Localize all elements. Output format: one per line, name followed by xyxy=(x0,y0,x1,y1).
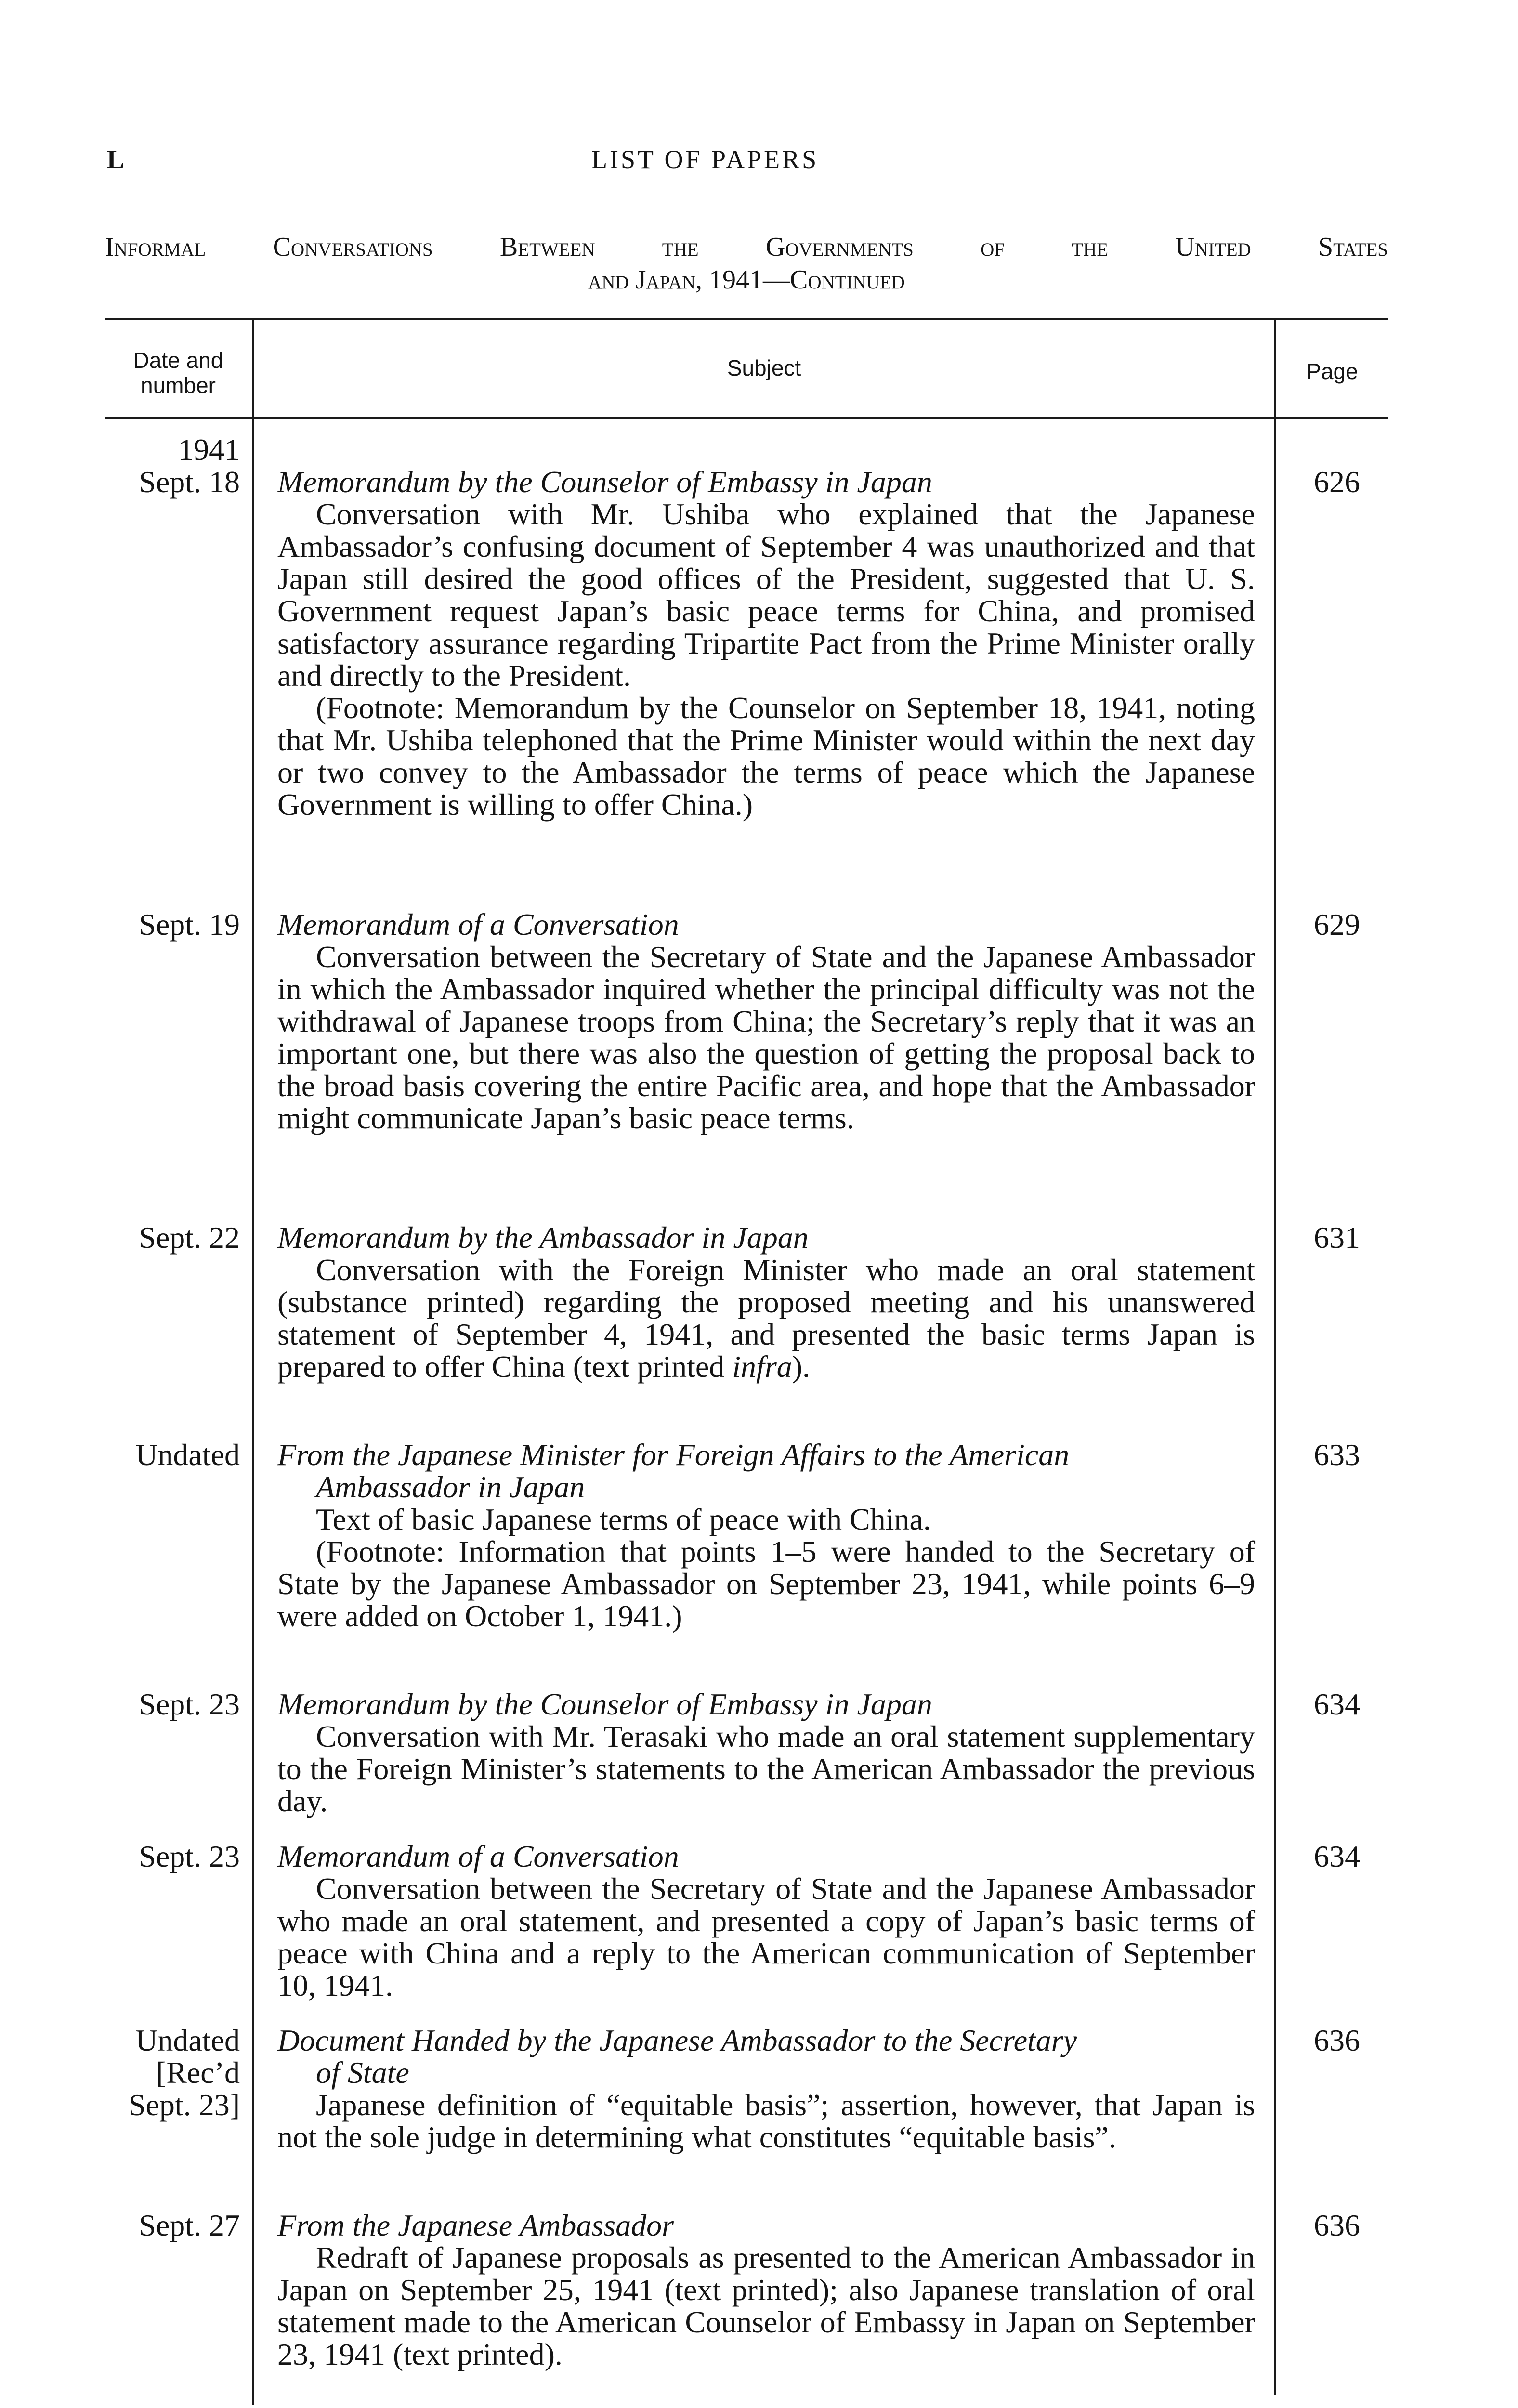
entry-title: Memorandum by the Ambassador in Japan xyxy=(277,1220,809,1255)
entry-page: 634 xyxy=(1314,1687,1360,1721)
entry-date: Sept. 23 xyxy=(139,1687,240,1721)
entry-body: Text of basic Japanese terms of peace with China. xyxy=(316,1502,931,1536)
entry-subject xyxy=(277,466,1255,821)
column-header-date: Date and number xyxy=(133,348,223,398)
entry-page: 633 xyxy=(1314,1438,1360,1472)
column-header-page: Page xyxy=(1306,359,1358,384)
entry-date: Sept. 19 xyxy=(139,907,240,942)
entry-date: Sept. 22 xyxy=(139,1220,240,1255)
entry-title: Memorandum by the Counselor of Embassy in Japan xyxy=(277,1687,932,1721)
entry-date: Sept. 23 xyxy=(139,1839,240,1873)
entry-body: Conversation with Mr. Ushiba who explained that the Japanese Ambassador’s confusing document of September 4 was unauthorized and that Japan still desired the good offices of the President, suggested that U. S. Government request Japan’s basic peace terms for China, and promised satisfactory assurance regarding Tripartite Pact from the Prime Minister orally and directly to the President. xyxy=(277,497,1255,693)
entry-subject xyxy=(277,908,1255,1134)
entry-title: Memorandum of a Conversation xyxy=(277,1839,679,1873)
section-title-line-2: and Japan, 1941—Continued xyxy=(588,265,905,295)
page-number: L xyxy=(107,145,126,174)
running-head: LIST OF PAPERS xyxy=(591,145,819,174)
section-title-line-1: Informal Conversations Between the Governments of the United States xyxy=(105,232,1388,262)
entry-page: 626 xyxy=(1314,465,1360,499)
entry-body: Conversation with the Foreign Minister who made an oral statement (substance printed) regarding the proposed meeting and his unanswered statement of September 4, 1941, and presented the basic terms Japan is prepared to offer China (text printed infra). xyxy=(277,1253,1255,1384)
entry-body: Japanese definition of “equitable basis”; assertion, however, that Japan is not the sole judge in determining what constitutes “equitable basis”. xyxy=(277,2088,1255,2154)
entry-title-text: From the Japanese Minister for Foreign Affairs to the American xyxy=(277,1438,1070,1472)
entry-subject xyxy=(277,1221,1255,1383)
entry-page: 631 xyxy=(1314,1220,1360,1255)
column-divider-right xyxy=(1274,320,1276,2395)
entry-title-continuation: of State xyxy=(316,2055,409,2090)
entry-subject xyxy=(277,2024,1255,2153)
entry-subject xyxy=(277,2209,1255,2370)
entry-title: Memorandum by the Counselor of Embassy in Japan xyxy=(277,465,932,499)
entry-subject xyxy=(277,1439,1255,1632)
entry-title-continuation: Ambassador in Japan xyxy=(316,1470,585,1504)
entry-page: 636 xyxy=(1314,2208,1360,2242)
entry-date: 1941 Sept. 18 xyxy=(139,432,240,499)
table-top-rule xyxy=(105,318,1388,320)
table-header-rule xyxy=(105,417,1388,419)
entry-page: 634 xyxy=(1314,1839,1360,1873)
entry-body: Conversation between the Secretary of State and the Japanese Ambassador in which the Ambassador inquired whether the principal difficulty was not the withdrawal of Japanese troops from China; the Secretary’s reply that it was an important one, but there was also the question of getting the proposal back to the broad basis covering the entire Pacific area, and hope that the Ambassador might communicate Japan’s basic peace terms. xyxy=(277,940,1255,1135)
entry-subject xyxy=(277,1688,1255,1817)
entry-title xyxy=(277,1439,1255,1503)
entry-subject xyxy=(277,1840,1255,2002)
column-divider-left xyxy=(252,320,254,2405)
entry-footnote: (Footnote: Memorandum by the Counselor on September 18, 1941, noting that Mr. Ushiba telephoned that the Prime Minister would within the next day or two convey to the Ambassador the terms of peace which the Japanese Government is willing to offer China.) xyxy=(277,691,1255,822)
entry-date: Sept. 27 xyxy=(139,2208,240,2242)
entry-page: 636 xyxy=(1314,2023,1360,2057)
entry-date: Undated [Rec’d Sept. 23] xyxy=(128,2023,240,2122)
italic-term: infra xyxy=(732,1349,792,1384)
entry-title: Memorandum of a Conversation xyxy=(277,907,679,942)
entry-title-text: Document Handed by the Japanese Ambassador to the Secretary xyxy=(277,2023,1077,2057)
entry-title: From the Japanese Ambassador xyxy=(277,2208,674,2242)
entry-footnote: (Footnote: Information that points 1–5 were handed to the Secretary of State by the Japanese Ambassador on September 23, 1941, while points 6–9 were added on October 1, 1941.) xyxy=(277,1534,1255,1633)
column-header-subject: Subject xyxy=(727,355,801,380)
entry-body: Redraft of Japanese proposals as presented to the American Ambassador in Japan on September 25, 1941 (text printed); also Japanese translation of oral statement made to the American Counselor of Embassy in Japan on September 23, 1941 (text printed). xyxy=(277,2240,1255,2371)
entry-page: 629 xyxy=(1314,907,1360,942)
entry-body: Conversation with Mr. Terasaki who made an oral statement supplementary to the Foreign Minister’s statements to the American Ambassador the previous day. xyxy=(277,1719,1255,1818)
entry-title xyxy=(277,2024,1255,2089)
entry-body: Conversation between the Secretary of State and the Japanese Ambassador who made an oral statement, and presented a copy of Japan’s basic terms of peace with China and a reply to the American communication of September 10, 1941. xyxy=(277,1871,1255,2002)
entry-date: Undated xyxy=(135,1438,240,1472)
